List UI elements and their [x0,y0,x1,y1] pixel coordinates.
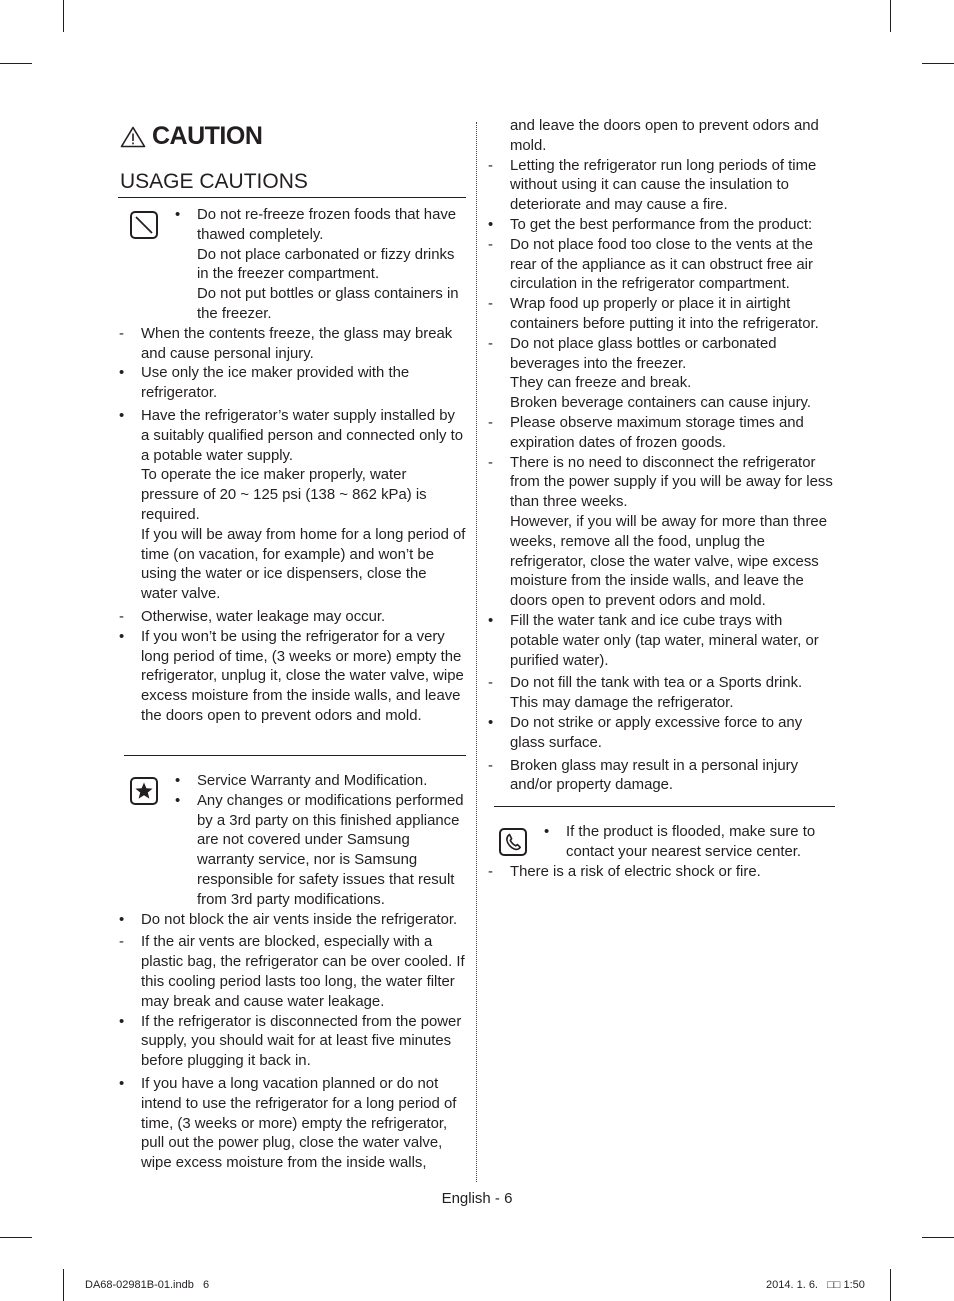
list-item: • Do not block the air vents inside the refrigerator. [119,911,458,928]
list-item: - There is no need to disconnect the refrigerator from the power supply if you will be away for less than three weeks. However, if you will be away for more than three weeks, remove all the food, unplug the refrigerator, close the water valve, wipe excess moisture from the inside walls, and leave the doors open to prevent odors and mold. [488,454,833,610]
list-item: - Broken glass may result in a personal injury and/or property damage. [488,757,799,794]
crop-mark [890,0,891,32]
left-block-2 [119,772,467,1174]
crop-mark [922,1237,954,1238]
list-item: - If the air vents are blocked, especially with a plastic bag, the refrigerator can be over cooled. If this cooling period lasts too long, the water filter may break and cause water leakage. [119,934,465,1010]
list-item: - When the contents freeze, the glass may break and cause personal injury. [119,325,453,362]
section-title-rule [118,197,466,198]
list-item: • Fill the water tank and ice cube trays with potable water only (tap water, mineral water, or purified water). [488,612,819,669]
list-item: - Do not place food too close to the vents at the rear of the appliance as it can obstruct free air circulation in the refrigerator compartment. [488,236,813,293]
list-item: • Use only the ice maker provided with the refrigerator. [119,365,410,402]
crop-mark [63,1269,64,1301]
list-item: - Wrap food up properly or place it in airtight containers before putting it into the refrigerator. [488,296,819,332]
list-item: - There is a risk of electric shock or fire. [488,863,761,880]
print-date: 2014. 1. 6. □□ 1:50 [766,1279,865,1291]
list-item: • If you won’t be using the refrigerator for a very long period of time, (3 weeks or more) empty the refrigerator, unplug it, close the water valve, wipe excess moisture from the inside walls, and leave the doors open to prevent odors and mold. [119,628,464,724]
list-item: - Do not fill the tank with tea or a Sports drink. This may damage the refrigerator. [488,675,803,712]
crop-mark [63,0,64,32]
warning-triangle-icon [120,126,146,148]
block-separator [494,806,835,807]
crop-mark [890,1269,891,1301]
page-title [120,122,262,151]
left-block-1 [119,206,467,727]
right-block-3 [488,823,834,882]
list-item: • If you have a long vacation planned or do not intend to use the refrigerator for a long period of time, (3 weeks or more) empty the refrigerator, pull out the power plug, close the water valve, wipe excess moisture from the inside walls, [119,1075,457,1172]
block-separator [124,755,466,756]
list-item: - Letting the refrigerator run long periods of time without using it can cause the insulation to deteriorate and may cause a fire. [488,157,817,214]
right-column [488,117,834,796]
list-item: • Any changes or modifications performed by a 3rd party on this finished appliance are not covered under Samsung warranty service, nor is Samsung responsible for safety issues that result from 3rd party modifications. [175,792,464,908]
list-item: - Otherwise, water leakage may occur. [119,608,386,625]
list-item: • If the refrigerator is disconnected from the power supply, you should wait for at least five minutes before plugging it back in. [119,1013,462,1070]
list-item: • To get the best performance from the product: [488,216,813,233]
crop-mark [0,63,32,64]
file-name: DA68-02981B-01.indb 6 [85,1279,210,1291]
section-title: USAGE CAUTIONS [120,170,308,193]
list-item: - Do not place glass bottles or carbonated beverages into the freezer. They can freeze and break. Broken beverage containers can cause injury. [488,335,812,412]
list-item: • If the product is flooded, make sure to contact your nearest service center. [544,824,816,860]
list-item: • Service Warranty and Modification. [175,773,428,789]
title-text: CAUTION [152,122,263,150]
list-item: • Have the refrigerator’s water supply installed by a suitably qualified person and connected only to a potable water supply. To operate the ice maker properly, water pressure of 20 ~ 125 psi (138 ~ 862 kPa) is required. If you will be away from home for a long period of time (on vacation, for example) and won’t be using the water or ice dispensers, close the water valve. [119,407,466,603]
crop-mark [922,63,954,64]
list-item: • Do not re-freeze frozen foods that have thawed completely. Do not place carbonated or fizzy drinks in the freezer compartment. Do not put bottles or glass containers in the freezer. [175,207,459,322]
list-item: - Please observe maximum storage times and expiration dates of frozen goods. [488,414,804,451]
crop-mark [0,1237,32,1238]
column-divider [476,122,477,1182]
list-item: and leave the doors open to prevent odors and mold. [510,118,819,154]
list-item: • Do not strike or apply excessive force to any glass surface. [488,714,803,751]
page-number: English - 6 [441,1190,513,1207]
